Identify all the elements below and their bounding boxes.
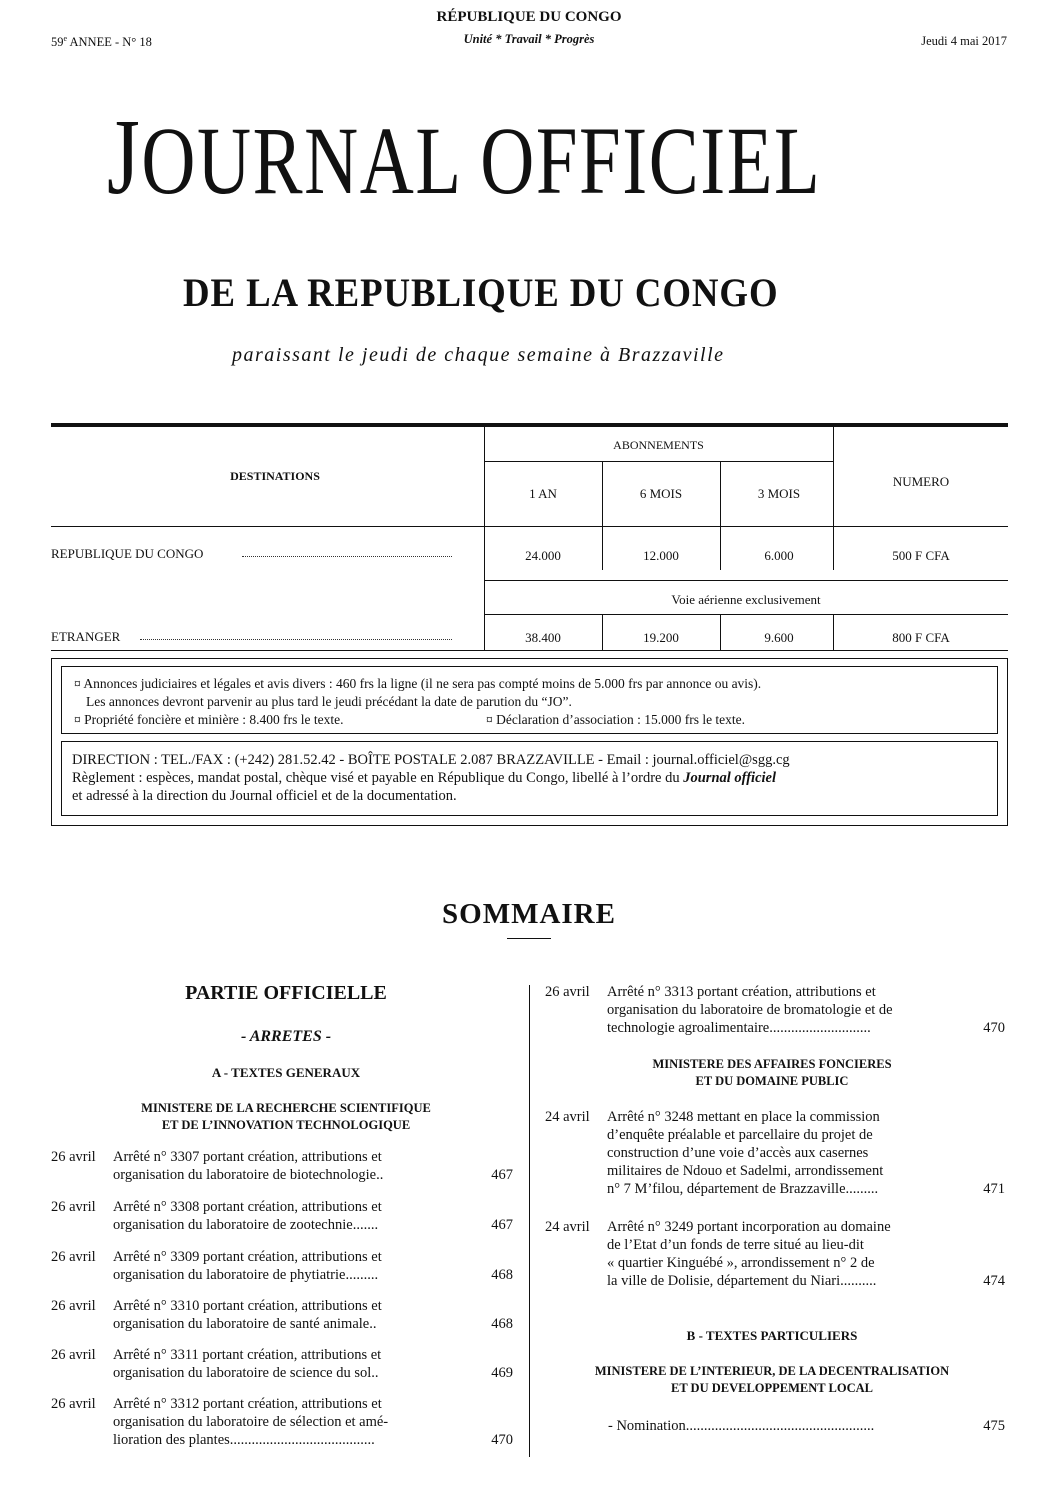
ministry-heading — [51, 1100, 521, 1134]
entry-date: 24 avril — [545, 1109, 590, 1125]
entry-text: n° 7 M’filou, département de Brazzaville......... — [607, 1181, 879, 1197]
journal-title — [107, 96, 821, 220]
sommaire-title: SOMMAIRE — [442, 898, 616, 930]
title-rest: OURNAL OFFICIEL — [141, 107, 822, 214]
entry-text: Arrêté n° 3312 portant création, attributions et — [113, 1396, 382, 1412]
entry-text: « quartier Kinguébé », arrondissement n° 2 de — [607, 1255, 875, 1271]
notice-line: ¤ Annonces judiciaires et légales et avis divers : 460 frs la ligne (il ne sera pas compté moins de 5.000 frs par annonce ou avis). — [74, 676, 762, 691]
column-divider — [529, 985, 530, 1457]
entry-text: Arrêté n° 3313 portant création, attributions et — [607, 984, 876, 1000]
arretes-heading: - ARRETES - — [240, 1028, 332, 1045]
notice-line: ¤ Déclaration d’association : 15.000 frs le texte. — [486, 712, 746, 727]
toc-entry[interactable] — [545, 983, 1005, 1037]
toc-entry[interactable] — [545, 1108, 1005, 1198]
entry-text: d’enquête préalable et parcellaire du projet de — [607, 1127, 873, 1143]
nomination-text: - Nomination.................................................... — [608, 1418, 875, 1434]
title-initial: J — [107, 98, 142, 217]
page-number: 468 — [491, 1316, 513, 1332]
country-name: RÉPUBLIQUE DU CONGO — [436, 9, 622, 25]
toc-entry[interactable] — [51, 1248, 513, 1284]
ministry-line: ET DE L’INNOVATION TECHNOLOGIQUE — [161, 1118, 411, 1132]
period-header: 3 MOIS — [757, 486, 801, 501]
ministry-line: ET DU DOMAINE PUBLIC — [695, 1074, 849, 1088]
entry-text: Arrêté n° 3308 portant création, attributions et — [113, 1199, 382, 1215]
price-cell: 6.000 — [764, 548, 794, 563]
tagline: paraissant le jeudi de chaque semaine à Brazzaville — [232, 344, 725, 366]
motto: Unité * Travail * Progrès — [463, 32, 595, 46]
numero-price: 500 F CFA — [892, 548, 950, 563]
leader-dots — [140, 639, 452, 640]
journal-officiel-ref: Journal officiel — [683, 770, 777, 786]
period-header: 1 AN — [529, 486, 557, 501]
notice-line: ¤ Propriété foncière et minière : 8.400 frs le texte. — [74, 712, 344, 727]
price-cell: 24.000 — [525, 548, 561, 563]
direction-line — [72, 769, 776, 787]
entry-text: Arrêté n° 3249 portant incorporation au domaine — [607, 1219, 891, 1235]
price-cell: 38.400 — [525, 630, 561, 645]
sommaire-underline — [507, 938, 551, 939]
issue-date: Jeudi 4 mai 2017 — [921, 34, 1007, 48]
entry-text: Arrêté n° 3310 portant création, attributions et — [113, 1298, 382, 1314]
table-rule — [484, 461, 834, 462]
entry-text: organisation du laboratoire de phytiatrie......... — [113, 1267, 379, 1283]
page-number: 467 — [491, 1167, 513, 1183]
ministry-line: MINISTERE DE LA RECHERCHE SCIENTIFIQUE — [141, 1101, 431, 1115]
direction-line: et adressé à la direction du Journal officiel et de la documentation. — [72, 788, 457, 804]
entry-date: 26 avril — [51, 1149, 96, 1165]
destination-label: ETRANGER — [51, 629, 121, 644]
price-cell: 9.600 — [764, 630, 794, 645]
page-number: 467 — [491, 1217, 513, 1233]
entry-date: 26 avril — [51, 1199, 96, 1215]
table-top-rule — [51, 423, 1008, 427]
toc-entry[interactable] — [51, 1148, 513, 1184]
entry-text: militaires de Ndouo et Sadelmi, arrondissement — [607, 1163, 884, 1179]
reglement-text: Règlement : espèces, mandat postal, chèque visé et payable en République du Congo, libellé à l’ordre du — [72, 770, 684, 786]
entry-text: la ville de Dolisie, département du Niari.......... — [607, 1273, 877, 1289]
ministry-heading — [537, 1056, 1007, 1090]
entry-text: organisation du laboratoire de santé animale.. — [113, 1316, 377, 1332]
entry-date: 26 avril — [51, 1249, 96, 1265]
entry-text: de l’Etat d’un fonds de terre situé au lieu-dit — [607, 1237, 864, 1253]
entry-text: organisation du laboratoire de biotechnologie.. — [113, 1167, 384, 1183]
entry-text: Arrêté n° 3248 mettant en place la commission — [607, 1109, 880, 1125]
toc-entry[interactable] — [51, 1346, 513, 1382]
destination-label: REPUBLIQUE DU CONGO — [51, 546, 204, 561]
entry-text: Arrêté n° 3309 portant création, attributions et — [113, 1249, 382, 1265]
page-number: 471 — [983, 1181, 1005, 1197]
journal-subtitle: DE LA REPUBLIQUE DU CONGO — [183, 270, 779, 315]
edition-number — [51, 34, 152, 50]
destinations-header: DESTINATIONS — [230, 469, 320, 483]
numero-price: 800 F CFA — [892, 630, 950, 645]
entry-text: construction d’une voie d’accès aux casernes — [607, 1145, 869, 1161]
direction-line: DIRECTION : TEL./FAX : (+242) 281.52.42 - BOÎTE POSTALE 2.087 BRAZZAVILLE - Email : journal.officiel@sgg.cg — [72, 752, 790, 768]
toc-entry[interactable] — [51, 1297, 513, 1333]
ministry-heading — [537, 1363, 1007, 1397]
entry-text: organisation du laboratoire de bromatologie et de — [607, 1002, 893, 1018]
table-rule — [51, 526, 1008, 527]
table-rule — [484, 580, 1008, 581]
edition-main: 59 — [51, 35, 64, 50]
price-cell: 19.200 — [643, 630, 679, 645]
toc-entry[interactable] — [51, 1395, 513, 1449]
textes-generaux-heading: A - TEXTES GENERAUX — [211, 1065, 361, 1080]
table-rule — [51, 650, 1008, 651]
entry-date: 26 avril — [545, 984, 590, 1000]
edition-sup: e — [63, 34, 68, 43]
period-header: 6 MOIS — [639, 486, 683, 501]
page-number: 468 — [491, 1267, 513, 1283]
page-number: 469 — [491, 1365, 513, 1381]
ministry-line: ET DU DEVELOPPEMENT LOCAL — [670, 1381, 873, 1395]
leader-dots — [242, 556, 452, 557]
entry-text: Arrêté n° 3311 portant création, attributions et — [113, 1347, 382, 1363]
nomination-entry[interactable] — [608, 1417, 1008, 1435]
entry-text: technologie agroalimentaire............................ — [607, 1020, 871, 1036]
page-number: 470 — [983, 1020, 1005, 1036]
partie-officielle-heading: PARTIE OFFICIELLE — [185, 982, 387, 1004]
edition-rest: ANNEE - N° 18 — [67, 35, 152, 50]
ministry-line: MINISTERE DES AFFAIRES FONCIERES — [652, 1057, 892, 1071]
entry-date: 26 avril — [51, 1298, 96, 1314]
page-number: 470 — [491, 1432, 513, 1448]
toc-entry[interactable] — [51, 1198, 513, 1234]
entry-date: 26 avril — [51, 1347, 96, 1363]
entry-text: Arrêté n° 3307 portant création, attributions et — [113, 1149, 382, 1165]
page-number: 474 — [983, 1273, 1005, 1289]
textes-particuliers-heading: B - TEXTES PARTICULIERS — [686, 1328, 858, 1343]
page-number: 475 — [983, 1418, 1005, 1434]
notice-line: Les annonces devront parvenir au plus tard le jeudi précédant la date de parution du “JO”. — [86, 694, 572, 709]
ministry-line: MINISTERE DE L’INTERIEUR, DE LA DECENTRALISATION — [594, 1364, 950, 1378]
abonnements-header: ABONNEMENTS — [613, 438, 704, 452]
entry-date: 26 avril — [51, 1396, 96, 1412]
entry-text: organisation du laboratoire de sélection et amé- — [113, 1414, 389, 1430]
air-note: Voie aérienne exclusivement — [671, 592, 821, 607]
entry-text: organisation du laboratoire de zootechnie....... — [113, 1217, 379, 1233]
price-cell: 12.000 — [643, 548, 679, 563]
numero-header: NUMERO — [892, 474, 950, 489]
toc-entry[interactable] — [545, 1218, 1005, 1290]
table-rule — [484, 614, 1008, 615]
entry-date: 24 avril — [545, 1219, 590, 1235]
entry-text: lioration des plantes........................................ — [113, 1432, 375, 1448]
entry-text: organisation du laboratoire de science du sol.. — [113, 1365, 379, 1381]
